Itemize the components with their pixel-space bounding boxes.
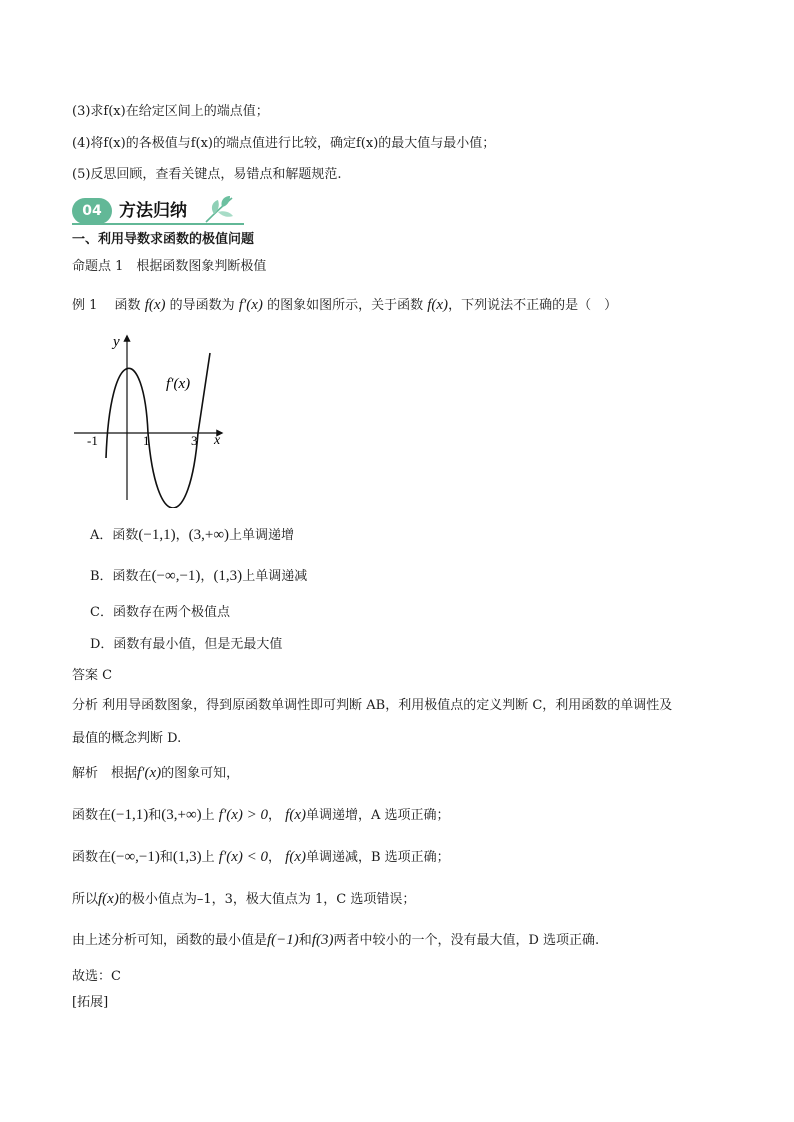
heading-extremum: 一、利用导数求函数的极值问题	[72, 232, 255, 247]
leaf-icon	[202, 194, 242, 224]
tick-label-3: 3	[191, 433, 198, 448]
analysis-line-2: 最值的概念判断 D.	[72, 731, 182, 746]
step-5: (5)反思回顾，查看关键点，易错点和解题规范.	[72, 167, 342, 182]
tick-label-neg1: -1	[87, 433, 98, 448]
solution-line-2: 函数在(−1,1)和(3,+∞)上 f′(x) > 0， f(x)单调递增，A 选项正确；	[72, 807, 450, 823]
curve-label: f′(x)	[166, 376, 191, 392]
answer: 答案 C	[72, 668, 113, 683]
step-3: (3)求f(x)在给定区间上的端点值；	[72, 104, 269, 119]
x-axis-label: x	[214, 433, 221, 448]
solution-line-1: 解析 根据f′(x)的图象可知，	[72, 765, 240, 781]
extension-label: [拓展]	[72, 995, 109, 1010]
y-axis-label: y	[113, 334, 120, 350]
derivative-graph	[70, 328, 240, 508]
option-c: C．函数存在两个极值点	[90, 605, 230, 620]
derivative-curve	[106, 353, 210, 508]
example-1-question: 例 1 函数 f(x) 的导函数为 f′(x) 的图象如图所示，关于函数 f(x)，下列说法不正确的是（ ）	[72, 297, 618, 313]
analysis-line-1: 分析 利用导函数图象，得到原函数单调性即可判断 AB，利用极值点的定义判断 C，利用函数的单调性及	[72, 698, 673, 713]
solution-line-4: 所以f(x)的极小值点为–1，3，极大值点为 1，C 选项错误；	[72, 891, 416, 907]
solution-line-3: 函数在(−∞,−1)和(1,3)上 f′(x) < 0， f(x)单调递减，B 选项正确；	[72, 849, 450, 865]
step-4: (4)将f(x)的各极值与f(x)的端点值进行比较，确定f(x)的最大值与最小值；	[72, 136, 496, 151]
example-label: 例 1	[72, 298, 98, 313]
option-d: D．函数有最小值，但是无最大值	[90, 637, 283, 652]
option-a: A．函数(−1,1)，(3,+∞)上单调递增	[90, 527, 295, 543]
option-b: B．函数在(−∞,−1)，(1,3)上单调递减	[90, 568, 308, 584]
final-choice: 故选：C	[72, 969, 121, 984]
section-title: 方法归纳	[119, 201, 187, 221]
solution-line-5: 由上述分析可知，函数的最小值是f(−1)和f(3)两者中较小的一个，没有最大值，D 选项正确.	[72, 932, 600, 948]
section-badge: 04	[72, 198, 112, 224]
subheading: 命题点 1 根据函数图象判断极值	[72, 259, 267, 274]
tick-label-1: 1	[143, 433, 150, 448]
